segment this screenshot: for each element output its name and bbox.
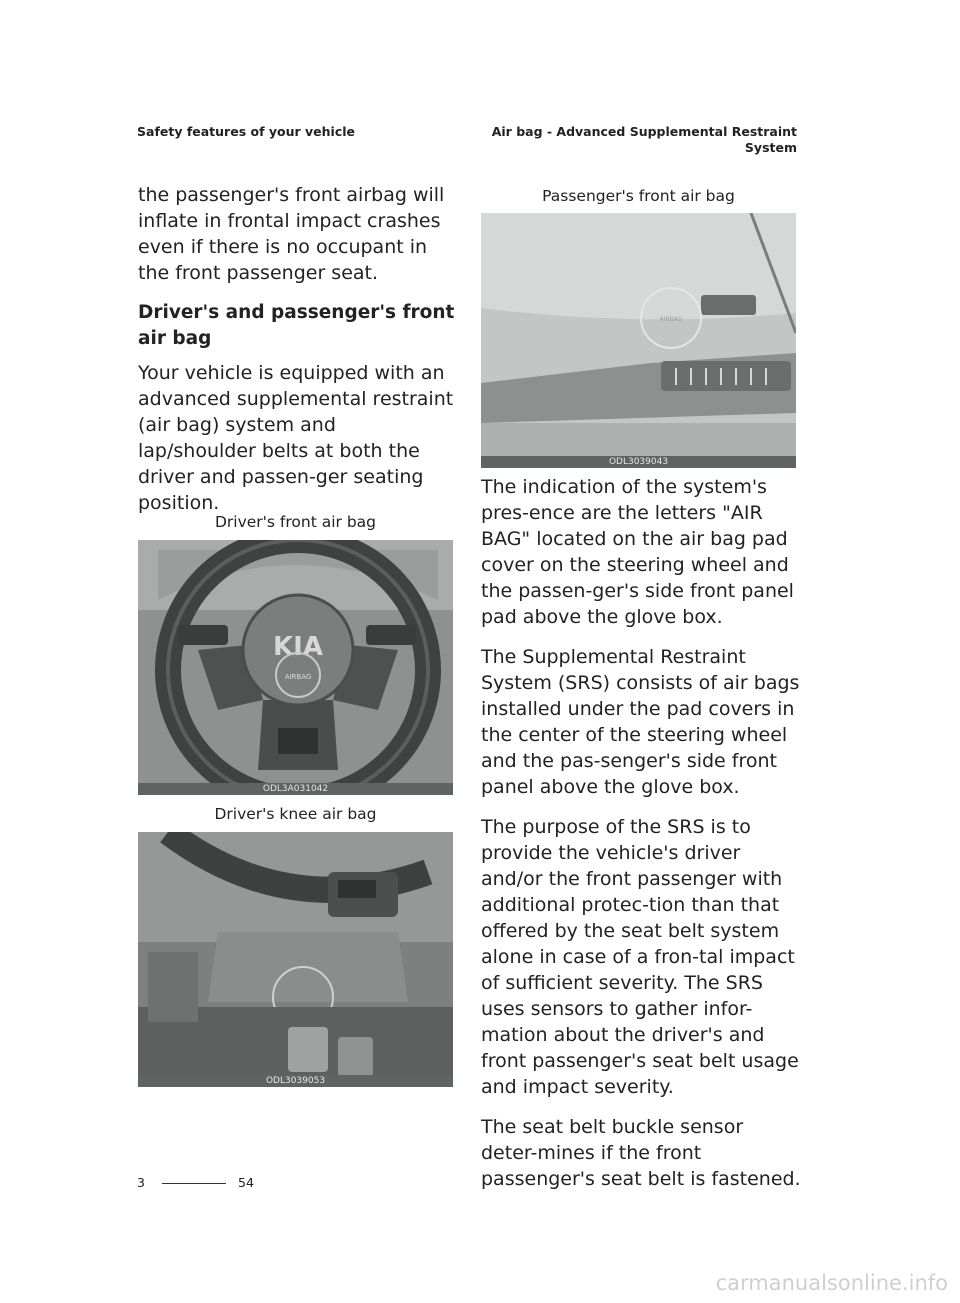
srs-composition-paragraph: The Supplemental Restraint System (SRS) consists of air bags installed under the pad covers in the center of the steering wheel and the pas-senger's side front panel above the glove box. — [481, 646, 800, 798]
chapter-number: 3 — [137, 1175, 145, 1190]
svg-text:KIA: KIA — [273, 632, 323, 662]
passenger-front-airbag-figure — [481, 213, 796, 468]
running-header-topic-line2: System — [744, 140, 797, 155]
figure-code: ODL3A031042 — [138, 783, 453, 795]
buckle-sensor-paragraph: The seat belt buckle sensor deter-mines if the front passenger's seat belt is fastened. — [481, 1116, 801, 1190]
driver-front-airbag-figure — [138, 540, 453, 795]
footer-divider — [162, 1183, 226, 1184]
running-header-topic-line1: Air bag - Advanced Supplemental Restraint — [491, 124, 797, 139]
dashboard-illustration — [481, 213, 796, 468]
airbag-marking: AIRBAG — [284, 673, 312, 681]
running-header-section: Safety features of your vehicle — [137, 124, 355, 139]
figure-code: ODL3039053 — [138, 1075, 453, 1087]
figure-code: ODL3039043 — [481, 456, 796, 468]
site-watermark: carmanualsonline.info — [715, 1271, 948, 1295]
indication-paragraph: The indication of the system's pres-ence are the letters "AIR BAG" located on the air bag pad cover on the steering wheel and the passen-ger's side front panel pad above the glove box. — [481, 476, 794, 628]
driver-knee-airbag-figure — [138, 832, 453, 1087]
running-header-topic — [477, 124, 797, 156]
driver-front-airbag-caption: Driver's front air bag — [214, 513, 377, 531]
right-column — [481, 474, 801, 1206]
airbag-marking: AIRBAG — [659, 316, 683, 323]
page-number: 54 — [238, 1175, 254, 1190]
left-column — [138, 182, 458, 530]
passenger-front-airbag-caption: Passenger's front air bag — [542, 187, 735, 205]
intro-paragraph: Your vehicle is equipped with an advanced supplemental restraint (air bag) system and lap/shoulder belts at both the driver and passen-ger seating position. — [138, 362, 454, 514]
knee-airbag-illustration — [138, 832, 453, 1087]
srs-purpose-paragraph: The purpose of the SRS is to provide the vehicle's driver and/or the front passenger with additional protec-tion than that offered by the seat belt system alone in case of a fron-tal impact of sufficient severity. The SRS uses sensors to gather infor-mation about the driver's and front passenger's seat belt usage and impact severity. — [481, 816, 799, 1098]
driver-knee-airbag-caption: Driver's knee air bag — [214, 805, 377, 823]
section-heading: Driver's and passenger's front air bag — [138, 302, 455, 349]
steering-wheel-illustration — [138, 540, 453, 795]
continued-paragraph: the passenger's front airbag will inflate in frontal impact crashes even if there is no occupant in the front passenger seat. — [138, 184, 445, 284]
